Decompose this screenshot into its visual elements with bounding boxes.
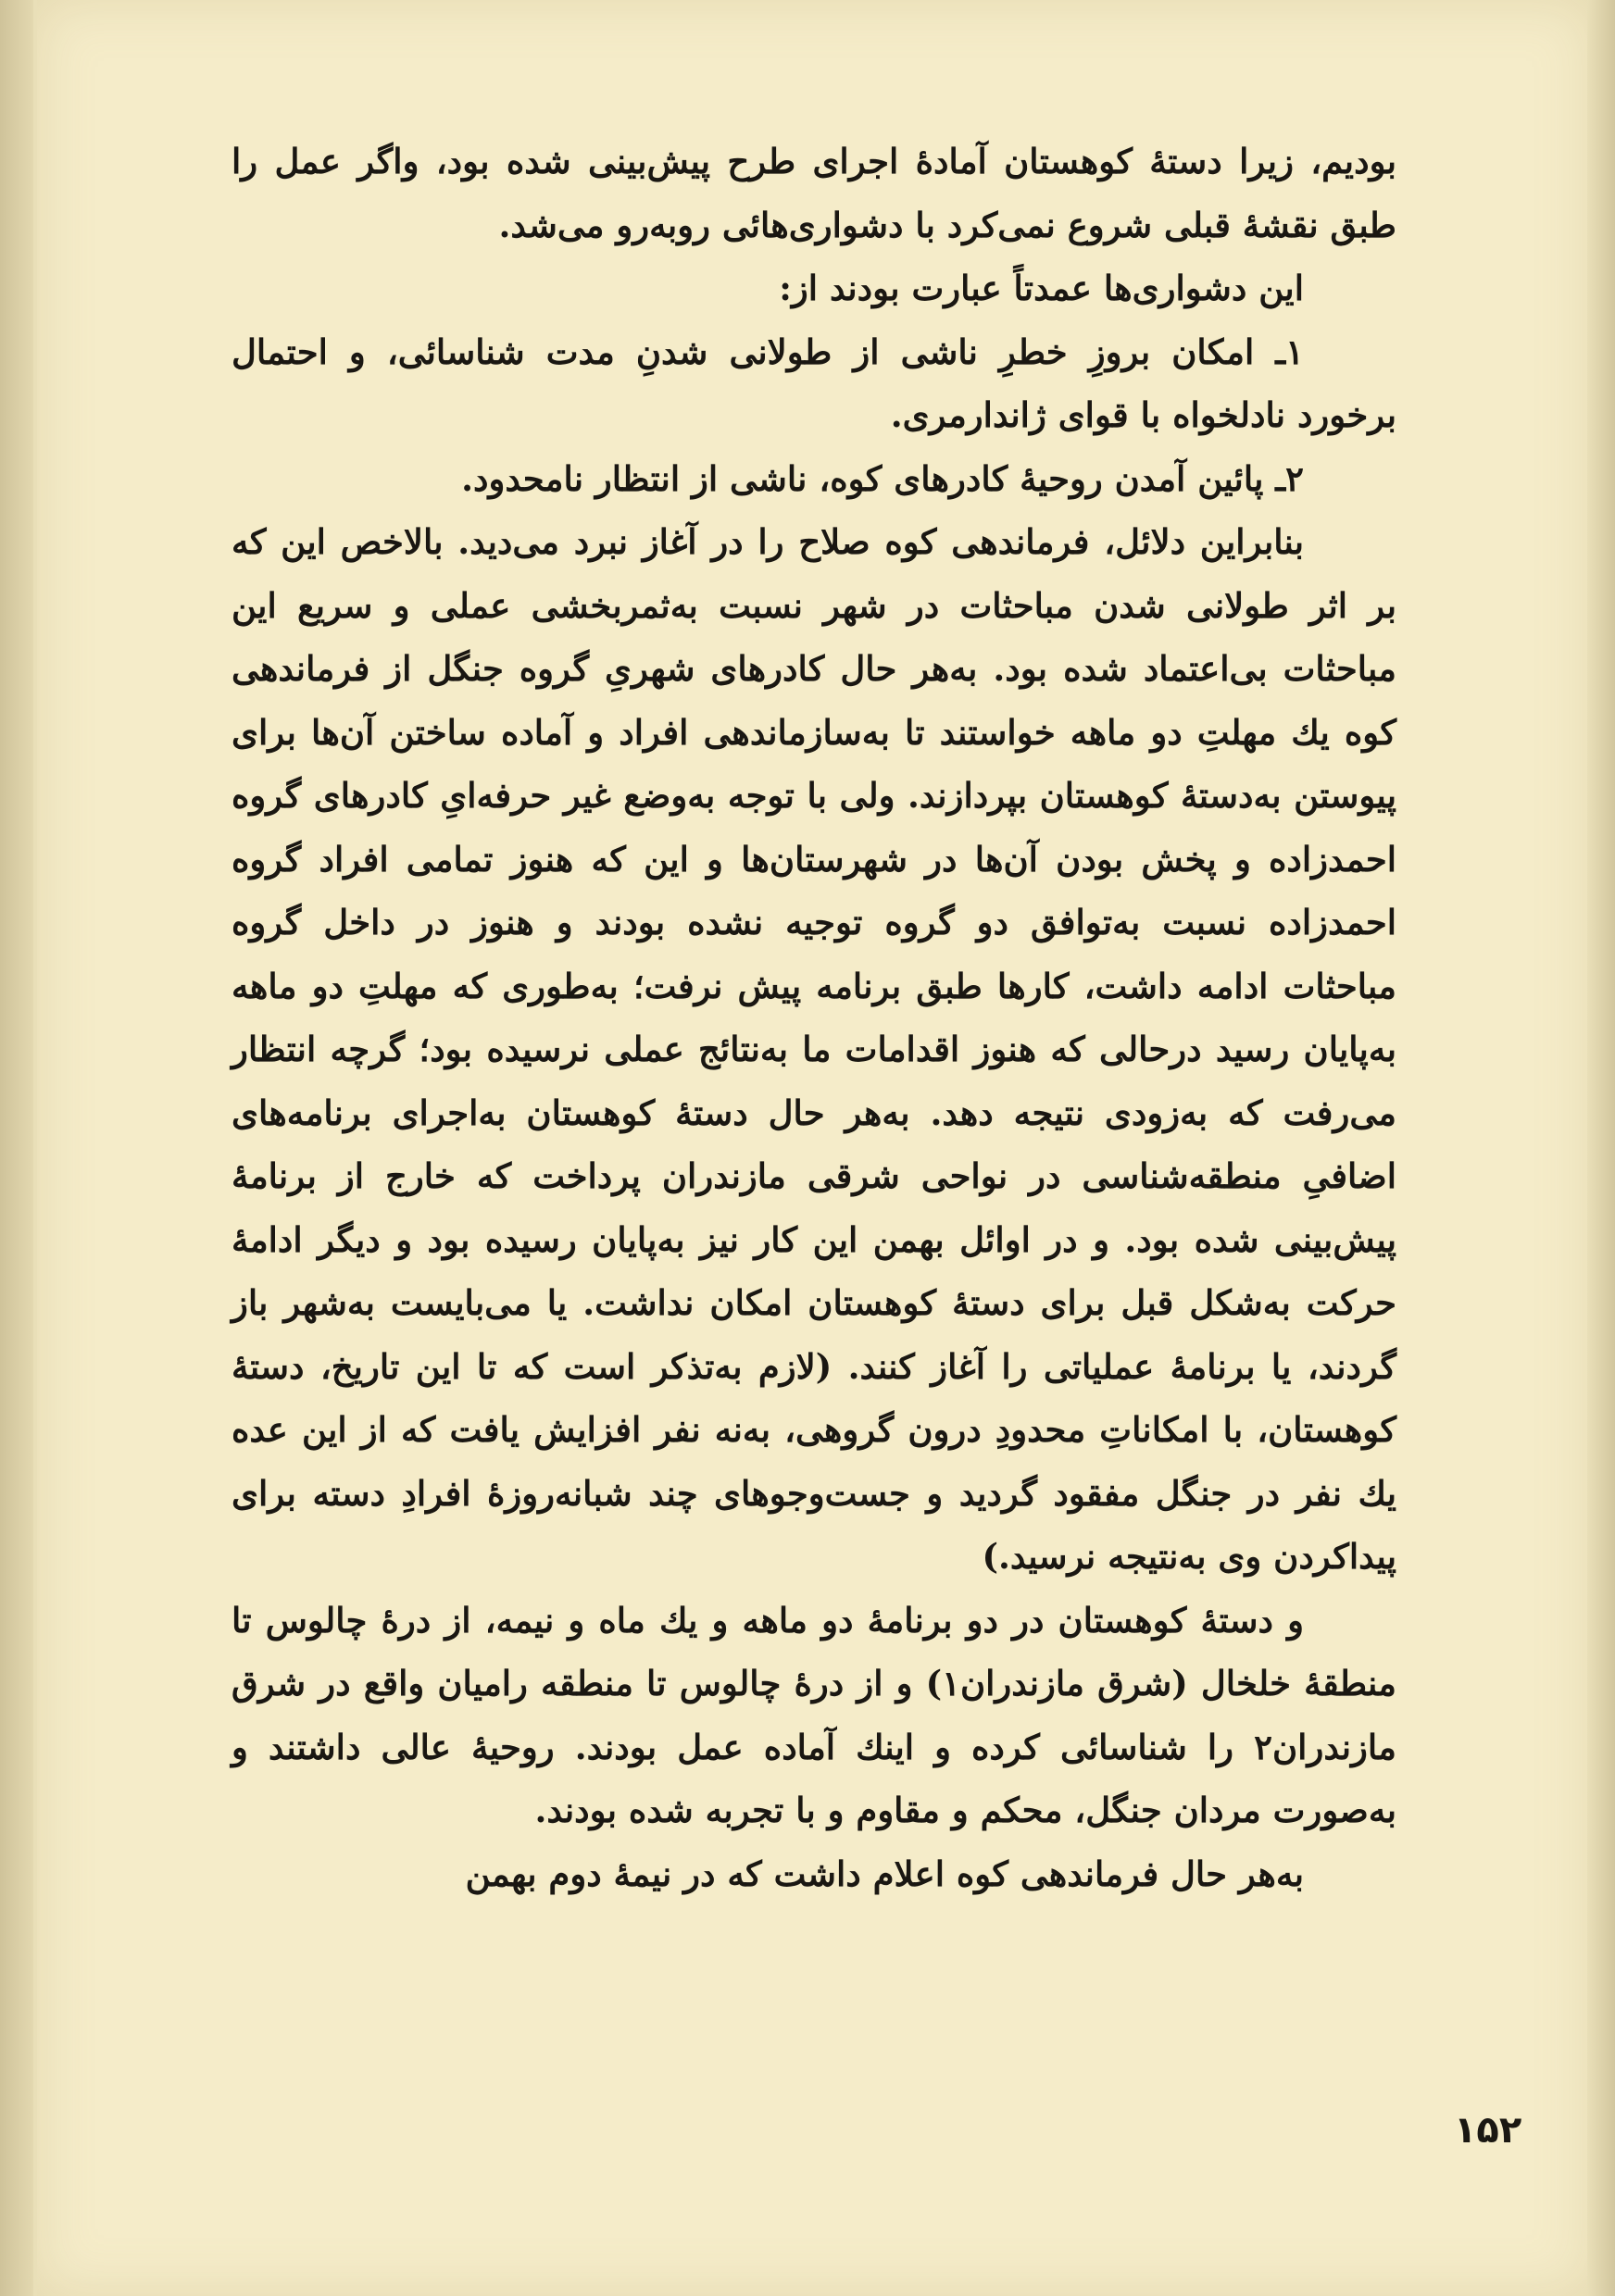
scan-edge-left — [0, 0, 33, 2296]
scan-edge-right — [1587, 0, 1615, 2296]
book-page — [37, 0, 1593, 2296]
paragraph-main: بنابراین دلائل، فرماندهی کوه صلاح را در آغاز نبرد می‌دید. بالاخص این که بر اثر طولانی شدن مباحثات در شهر نسبت به‌ثمربخشی عملی و سریع این مباحثات بی‌اعتماد شده بود. به‌هر حال کادرهای شهریِ گروه جنگل از فرماندهی کوه یك مهلتِ دو ماهه خواستند تا به‌سازماندهی افراد و آماده ساختن آن‌ها برای پیوستن به‌دستهٔ کوهستان بپردازند. ولی با توجه به‌وضع غیر حرفه‌ایِ کادرهای گروه احمدزاده و پخش بودن آن‌ها در شهرستان‌ها و این که هنوز تمامی افراد گروه احمدزاده نسبت به‌توافق دو گروه توجیه نشده بودند و هنوز در داخل گروه مباحثات ادامه داشت، کارها طبق برنامه پیش نرفت؛ به‌طوری که مهلتِ دو ماهه به‌پایان رسید درحالی که هنوز اقدامات ما به‌نتائج عملی نرسیده بود؛ گرچه انتظار می‌رفت که به‌زودی نتیجه دهد. به‌هر حال دستهٔ کوهستان به‌اجرای برنامه‌های اضافیِ منطقه‌شناسی در نواحی شرقی مازندران پرداخت که خارج از برنامهٔ پیش‌بینی شده بود. و در اوائل بهمن این کار نیز به‌پایان رسیده بود و دیگر ادامهٔ حرکت به‌شکل قبل برای دستهٔ کوهستان امکان نداشت. یا می‌بایست به‌شهر باز گردند، یا برنامهٔ عملیاتی را آغاز کنند. (لازم به‌تذکر است که تا این تاریخ، دستهٔ کوهستان، با امکاناتِ محدودِ درون گروهی، به‌نه نفر افزایش یافت که از این عده یك نفر در جنگل مفقود گردید و جست‌وجوهای چند شبانه‌روزهٔ افرادِ دسته برای پیداکردن وی به‌نتیجه نرسید.) — [232, 521, 1396, 1577]
body-text — [232, 130, 1396, 1905]
paragraph-final: به‌هر حال فرماندهی کوه اعلام داشت که در نیمهٔ دوم بهمن — [465, 1853, 1304, 1894]
paragraph-continuation: بودیم، زیرا دستهٔ کوهستان آمادهٔ اجرای طرح پیش‌بینی شده بود، واگر عمل را طبق نقشهٔ قبلی شروع نمی‌کرد با دشواری‌هائی روبه‌رو می‌شد. — [232, 141, 1396, 245]
paragraph-difficulties-intro: این دشواری‌ها عمدتاً عبارت بودند از: — [779, 268, 1304, 308]
page-number: ۱۵۲ — [1454, 2109, 1522, 2152]
paragraph-mountain-team: و دستهٔ کوهستان در دو برنامهٔ دو ماهه و یك ماه و نیمه، از درهٔ چالوس تا منطقهٔ خلخال (شرق مازندران۱) و از درهٔ چالوس تا منطقه رامیان واقع در شرق مازندران۲ را شناسائی کرده و اینك آماده عمل بودند. روحیهٔ عالی داشتند و به‌صورت مردان جنگل، محکم و مقاوم و با تجربه شده بودند. — [232, 1599, 1397, 1830]
paragraph-item-2: ۲ـ پائین آمدن روحیهٔ کادرهای کوه، ناشی از انتظار نامحدود. — [461, 457, 1304, 499]
paragraph-item-1: ۱ـ امکان بروزِ خطرِ ناشی از طولانی شدنِ مدت شناسائی، و احتمال برخورد نادلخواه با قوای ژاندارمری. — [232, 331, 1396, 435]
